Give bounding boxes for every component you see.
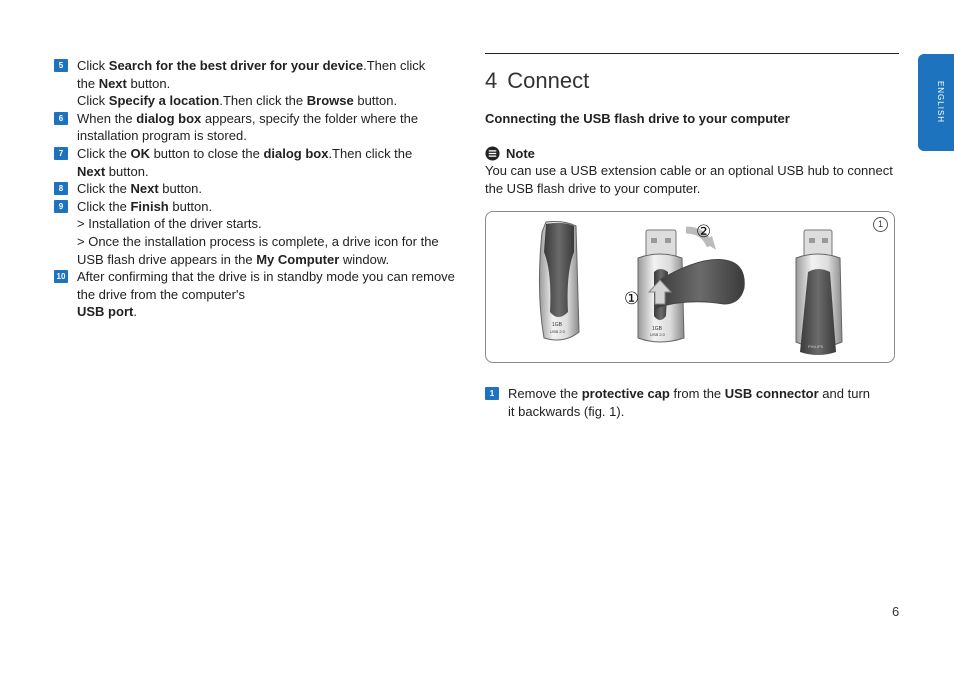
step-number-badge: 9 <box>54 200 68 213</box>
step-text: button. <box>105 163 149 179</box>
step-marker-1: ① <box>624 289 640 310</box>
step-marker-2: ② <box>696 222 712 243</box>
step-text: Click <box>77 58 109 73</box>
note-text-line: You can use a USB extension cable or an optional USB hub to connect <box>485 163 893 179</box>
emphasis-text: dialog box <box>263 145 329 161</box>
step-line <box>77 286 470 304</box>
drive-with-cap-removed <box>624 222 744 342</box>
emphasis-text: Next <box>130 181 159 197</box>
brand-text: PHILIPS <box>808 344 824 350</box>
drive-cap-on-back <box>796 230 842 355</box>
step-text: button. <box>126 75 171 91</box>
step-text: button. <box>168 198 213 214</box>
step-item <box>54 57 470 110</box>
step-line <box>77 215 470 233</box>
step-text: > Installation of the driver starts. <box>77 216 262 232</box>
emphasis-text: dialog box <box>136 110 202 126</box>
step-text: appears, specify the folder where the <box>201 110 419 126</box>
step-line <box>77 251 470 269</box>
language-label: ENGLISH <box>935 80 945 124</box>
step-text: > Once the installation process is complete, a drive icon for the <box>77 233 439 249</box>
step-text: Click the <box>77 145 131 161</box>
section-divider <box>485 53 899 54</box>
step-line <box>77 180 470 198</box>
step-item <box>485 385 899 420</box>
step-line <box>508 385 899 403</box>
step-text: the drive from the computer's <box>77 286 245 302</box>
step-text: button to close the <box>149 145 264 161</box>
note-text <box>485 162 899 197</box>
step-line <box>77 110 470 128</box>
step-number-badge: 6 <box>54 112 68 125</box>
step-text: USB flash drive appears in the <box>77 251 257 267</box>
emphasis-text: Next <box>77 163 106 179</box>
step-line <box>77 75 470 93</box>
emphasis-text: USB connector <box>724 386 819 402</box>
usb-drive-figure <box>485 211 895 363</box>
page-number: 6 <box>892 604 900 619</box>
step-text: Remove the <box>508 386 582 402</box>
step-number-badge: 10 <box>54 270 68 283</box>
note-text-line: the USB flash drive to your computer. <box>485 180 701 196</box>
step-text: Click the <box>77 198 131 214</box>
step-text: it backwards (fig. 1). <box>508 403 625 419</box>
step-line <box>77 127 470 145</box>
step-number-badge: 7 <box>54 147 68 160</box>
section-title: Connect <box>507 68 590 93</box>
step-item <box>54 110 470 145</box>
section-heading <box>485 68 899 94</box>
emphasis-text: Specify a location <box>108 93 220 109</box>
emphasis-text: Finish <box>130 198 169 214</box>
step-text: After confirming that the drive is in standby mode you can remove <box>77 269 455 285</box>
step-line <box>77 92 470 110</box>
step-line <box>508 403 899 421</box>
step-text: button. <box>158 181 203 197</box>
step-item <box>54 180 470 198</box>
connect-section <box>485 53 899 421</box>
drive-capacity-text: 1GB <box>552 322 563 329</box>
step-line <box>77 145 470 163</box>
capped-drive <box>539 222 579 341</box>
drive-usb-text: USB 2.0 <box>650 332 665 338</box>
step-item <box>54 198 470 268</box>
step-text: the <box>77 75 99 91</box>
step-text: button. <box>353 93 398 109</box>
emphasis-text: My Computer <box>256 251 340 267</box>
emphasis-text: Next <box>98 75 127 91</box>
step-text: installation program is stored. <box>77 128 247 144</box>
drive-usb-text: USB 2.0 <box>550 329 565 335</box>
step-text: and turn <box>818 386 871 402</box>
drive-capacity-text: 1GB <box>652 326 663 333</box>
step-line <box>77 233 470 251</box>
step-line <box>77 198 470 216</box>
instructions-left-column <box>54 57 470 321</box>
emphasis-text: OK <box>130 145 150 161</box>
step-text: window. <box>339 251 390 267</box>
step-line <box>77 268 470 286</box>
step-item <box>54 145 470 180</box>
step-item <box>54 268 470 321</box>
step-text: . <box>133 304 137 320</box>
step-number-badge: 8 <box>54 182 68 195</box>
step-line <box>77 57 470 75</box>
connect-steps <box>485 385 899 420</box>
figure-number: 1 <box>873 217 888 232</box>
subheading: Connecting the USB flash drive to your computer <box>485 111 790 126</box>
step-text: .Then click the <box>328 145 413 161</box>
note-label: Note <box>506 145 535 161</box>
step-number-badge: 5 <box>54 59 68 72</box>
step-text: .Then click the <box>219 93 307 109</box>
usb-drive-illustration <box>486 212 894 362</box>
step-text: When the <box>77 110 137 126</box>
emphasis-text: protective cap <box>581 386 670 402</box>
section-number: 4 <box>485 68 498 93</box>
step-text: Click the <box>77 181 131 197</box>
step-number-badge: 1 <box>485 387 499 400</box>
emphasis-text: Browse <box>306 93 354 109</box>
note-heading <box>485 145 899 163</box>
language-tab <box>918 54 954 151</box>
step-text: from the <box>669 386 725 402</box>
step-line <box>77 303 470 321</box>
emphasis-text: Search for the best driver for your device <box>108 58 364 73</box>
emphasis-text: USB port <box>77 304 134 320</box>
step-line <box>77 163 470 181</box>
step-text: .Then click <box>363 58 426 73</box>
note-icon <box>485 146 500 161</box>
step-text: Click <box>77 93 109 109</box>
